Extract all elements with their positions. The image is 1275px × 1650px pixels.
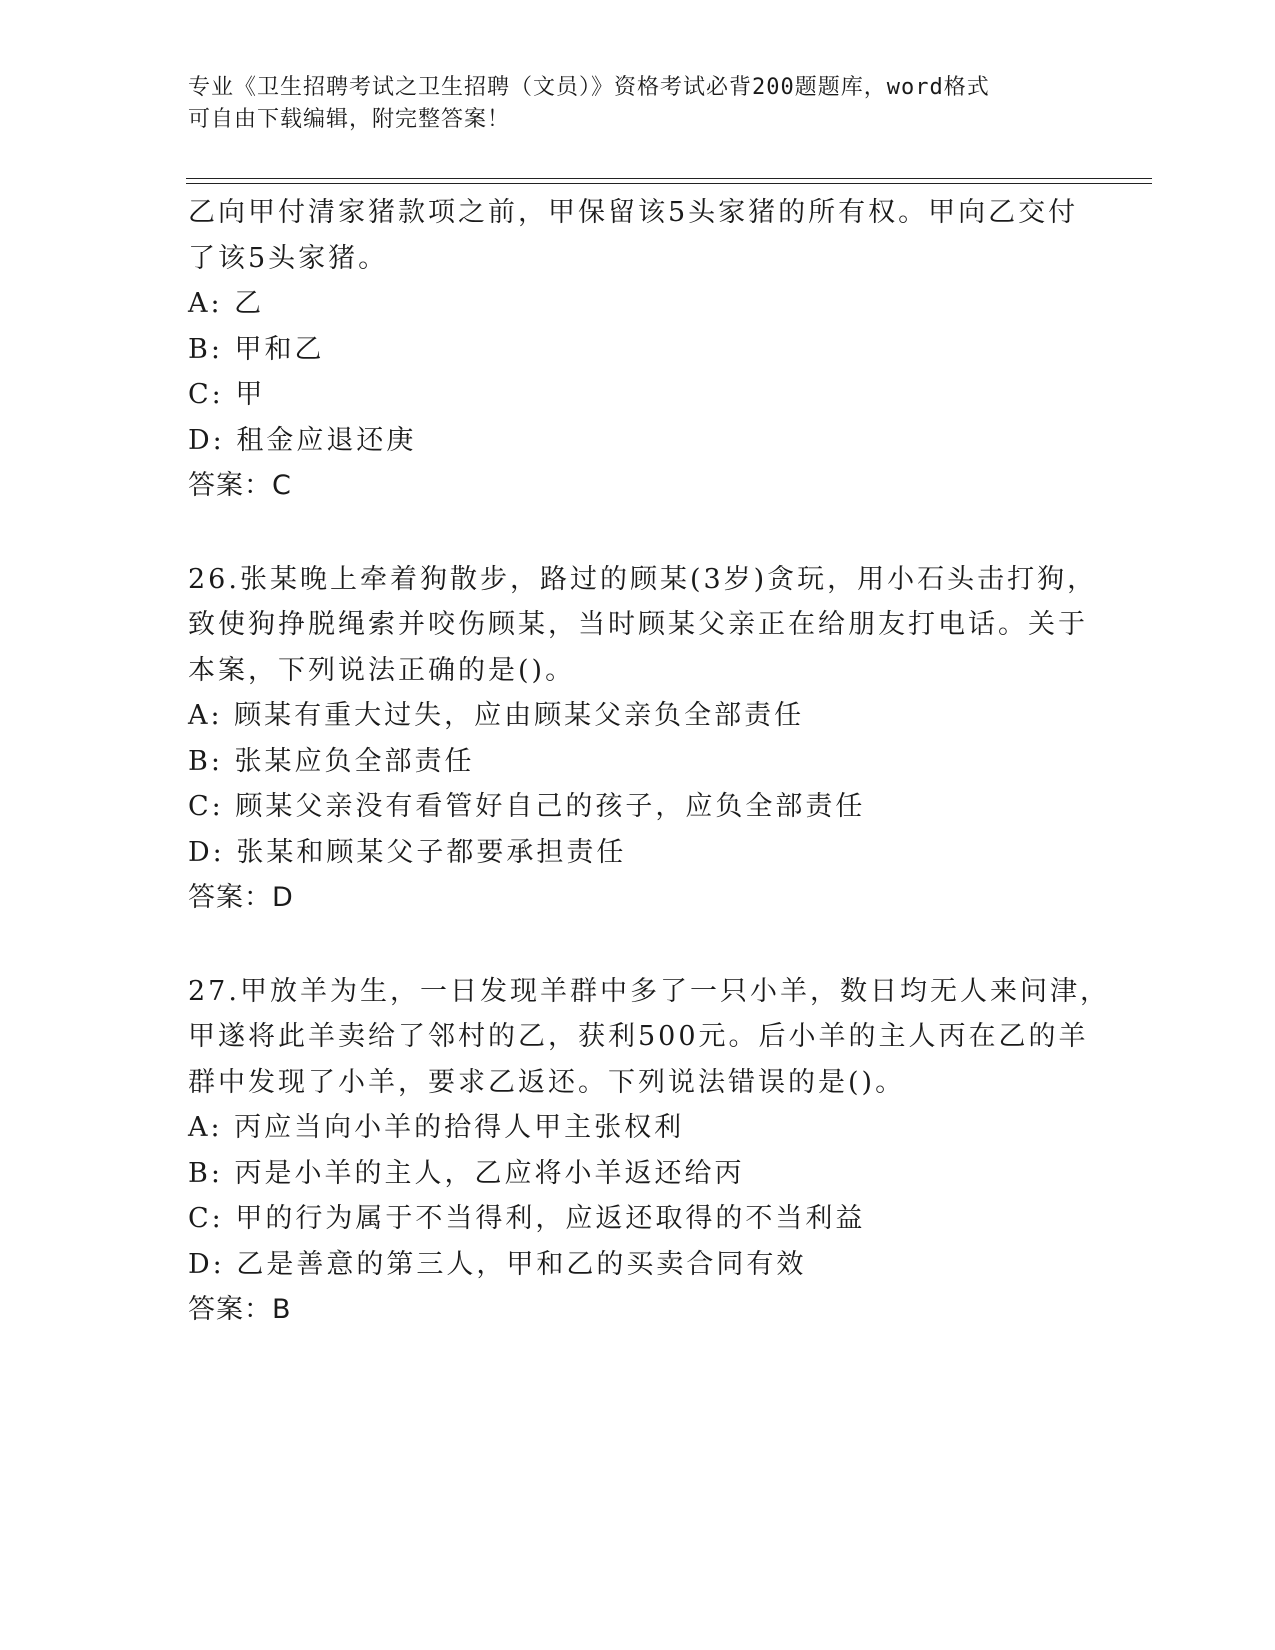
- option-a: A: 丙应当向小羊的拾得人甲主张权利: [188, 1112, 685, 1143]
- question-stem-line: 本案，下列说法正确的是()。: [188, 654, 576, 686]
- question-stem-line: 致使狗挣脱绳索并咬伤顾某，当时顾某父亲正在给朋友打电话。关于: [188, 609, 1088, 640]
- header-line-1: 专业《卫生招聘考试之卫生招聘（文员）》资格考试必背200题题库，word格式: [188, 75, 990, 100]
- question-stem-line: 26.张某晚上牵着狗散步，路过的顾某(3岁)贪玩，用小石头击打狗，: [188, 563, 1098, 595]
- option-c: C: 甲的行为属于不当得利，应返还取得的不当利益: [188, 1203, 866, 1234]
- question-25: [188, 190, 1079, 509]
- option-a: A: 顾某有重大过失，应由顾某父亲负全部责任: [188, 700, 805, 731]
- option-c: C: 顾某父亲没有看管好自己的孩子，应负全部责任: [188, 791, 866, 822]
- spacer: [188, 921, 1068, 969]
- option-b: B: 甲和乙: [188, 333, 325, 365]
- question-27: [188, 969, 1110, 1333]
- option-c: C: 甲: [188, 379, 266, 410]
- header-rule-top: [186, 178, 1152, 179]
- question-26: [188, 557, 1098, 921]
- spacer: [188, 509, 1068, 557]
- header-rule-bottom: [186, 183, 1152, 184]
- answer-line: 答案：D: [188, 882, 294, 913]
- question-stem-line: 27.甲放羊为生，一日发现羊群中多了一只小羊，数日均无人来问津，: [188, 975, 1110, 1007]
- question-stem-line: 乙向甲付清家猪款项之前，甲保留该5头家猪的所有权。甲向乙交付: [188, 197, 1079, 228]
- option-b: B: 丙是小羊的主人，乙应将小羊返还给丙: [188, 1157, 745, 1189]
- option-d: D: 张某和顾某父子都要承担责任: [188, 836, 627, 868]
- option-b: B: 张某应负全部责任: [188, 745, 475, 777]
- header-line-2: 可自由下载编辑，附完整答案！: [188, 107, 511, 132]
- question-stem-line: 甲遂将此羊卖给了邻村的乙，获利500元。后小羊的主人丙在乙的羊: [188, 1021, 1089, 1052]
- question-stem-line: 群中发现了小羊，要求乙返还。下列说法错误的是()。: [188, 1066, 906, 1098]
- option-d: D: 乙是善意的第三人，甲和乙的买卖合同有效: [188, 1248, 807, 1280]
- question-stem-line: 了该5头家猪。: [188, 242, 389, 274]
- option-d: D: 租金应退还庚: [188, 424, 417, 456]
- page-header: [188, 72, 1068, 136]
- answer-line: 答案：C: [188, 470, 292, 501]
- answer-line: 答案：B: [188, 1294, 292, 1325]
- document-body: [188, 190, 1110, 1333]
- option-a: A: 乙: [188, 288, 265, 319]
